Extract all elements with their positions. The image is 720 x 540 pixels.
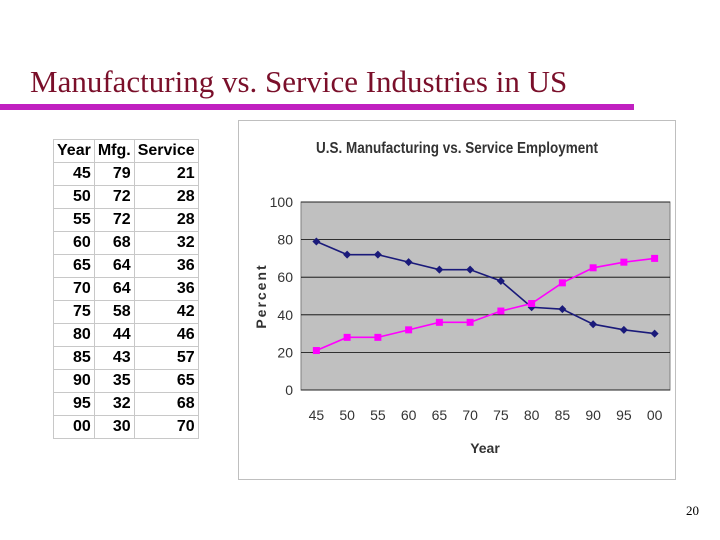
table-cell-mfg: 72: [94, 209, 134, 232]
table-cell-year: 45: [54, 163, 95, 186]
data-point: [651, 255, 658, 262]
table-row: [54, 163, 199, 186]
table-cell-year: 85: [54, 347, 95, 370]
table-cell-service: 28: [134, 186, 198, 209]
table-cell-service: 46: [134, 324, 198, 347]
table-row: [54, 370, 199, 393]
table-cell-year: 70: [54, 278, 95, 301]
x-axis-label: Year: [470, 440, 500, 456]
table-cell-mfg: 72: [94, 186, 134, 209]
x-tick-label: 75: [493, 407, 509, 423]
data-point: [528, 300, 535, 307]
table-cell-mfg: 35: [94, 370, 134, 393]
table-cell-service: 70: [134, 416, 198, 439]
table-row: [54, 347, 199, 370]
table-cell-year: 90: [54, 370, 95, 393]
table-row: [54, 232, 199, 255]
table-header-year: Year: [54, 140, 95, 163]
y-axis-label: Percent: [253, 263, 269, 329]
x-tick-label: 60: [400, 407, 417, 423]
data-point: [344, 334, 351, 341]
slide-title: Manufacturing vs. Service Industries in US: [30, 64, 568, 99]
table-cell-mfg: 44: [94, 324, 134, 347]
table-row: [54, 186, 199, 209]
table-body: [54, 163, 199, 439]
x-tick-label: 65: [431, 407, 448, 423]
table-cell-year: 65: [54, 255, 95, 278]
y-tick-label: 100: [269, 194, 293, 210]
table-cell-service: 65: [134, 370, 198, 393]
table-row: [54, 209, 199, 232]
y-tick-label: 0: [285, 382, 293, 398]
x-tick-label: 00: [646, 407, 663, 423]
chart-frame: [238, 120, 676, 480]
table-cell-mfg: 79: [94, 163, 134, 186]
x-tick-label: 95: [616, 407, 632, 423]
data-table: [53, 139, 199, 439]
table-cell-service: 32: [134, 232, 198, 255]
table-cell-mfg: 64: [94, 255, 134, 278]
chart-title: U.S. Manufacturing vs. Service Employment: [316, 140, 599, 157]
y-tick-label: 40: [277, 306, 293, 323]
x-tick-label: 85: [554, 407, 571, 423]
table-cell-service: 57: [134, 347, 198, 370]
table-cell-mfg: 43: [94, 347, 134, 370]
x-tick-label: 90: [585, 407, 601, 423]
data-point: [436, 319, 443, 326]
page-number: 20: [686, 503, 699, 518]
table-cell-year: 80: [54, 324, 95, 347]
x-tick-label: 55: [370, 407, 386, 423]
x-tick-label: 70: [462, 407, 478, 423]
table-row: [54, 255, 199, 278]
y-tick-label: 60: [277, 269, 293, 286]
table-cell-service: 28: [134, 209, 198, 232]
table-cell-mfg: 32: [94, 393, 134, 416]
y-tick-label: 80: [277, 231, 293, 248]
data-point: [620, 259, 627, 266]
table-cell-year: 50: [54, 186, 95, 209]
data-point: [467, 319, 474, 326]
x-tick-label: 45: [308, 407, 325, 423]
table-cell-mfg: 30: [94, 416, 134, 439]
table-cell-year: 95: [54, 393, 95, 416]
line-chart: [239, 121, 675, 479]
table-cell-year: 60: [54, 232, 95, 255]
table-header-row: [54, 140, 199, 163]
x-tick-label: 50: [339, 407, 355, 423]
table-header-mfg: Mfg.: [94, 140, 134, 163]
table-cell-service: 21: [134, 163, 198, 186]
data-point: [497, 308, 504, 315]
data-point: [405, 326, 412, 333]
plot-area: [301, 202, 670, 390]
title-underline: [0, 104, 634, 110]
table-cell-year: 00: [54, 416, 95, 439]
table-row: [54, 324, 199, 347]
table-cell-service: 36: [134, 278, 198, 301]
table-header-service: Service: [134, 140, 198, 163]
data-point: [374, 334, 381, 341]
table-cell-mfg: 58: [94, 301, 134, 324]
data-point: [590, 264, 597, 271]
table-cell-year: 55: [54, 209, 95, 232]
table-row: [54, 301, 199, 324]
table-cell-service: 36: [134, 255, 198, 278]
table-cell-service: 42: [134, 301, 198, 324]
table-row: [54, 393, 199, 416]
table-cell-mfg: 64: [94, 278, 134, 301]
table-cell-year: 75: [54, 301, 95, 324]
table-cell-service: 68: [134, 393, 198, 416]
table-cell-mfg: 68: [94, 232, 134, 255]
x-tick-label: 80: [523, 407, 540, 423]
y-tick-label: 20: [277, 344, 293, 361]
table-row: [54, 278, 199, 301]
data-point: [559, 279, 566, 286]
table-row: [54, 416, 199, 439]
data-point: [313, 347, 320, 354]
